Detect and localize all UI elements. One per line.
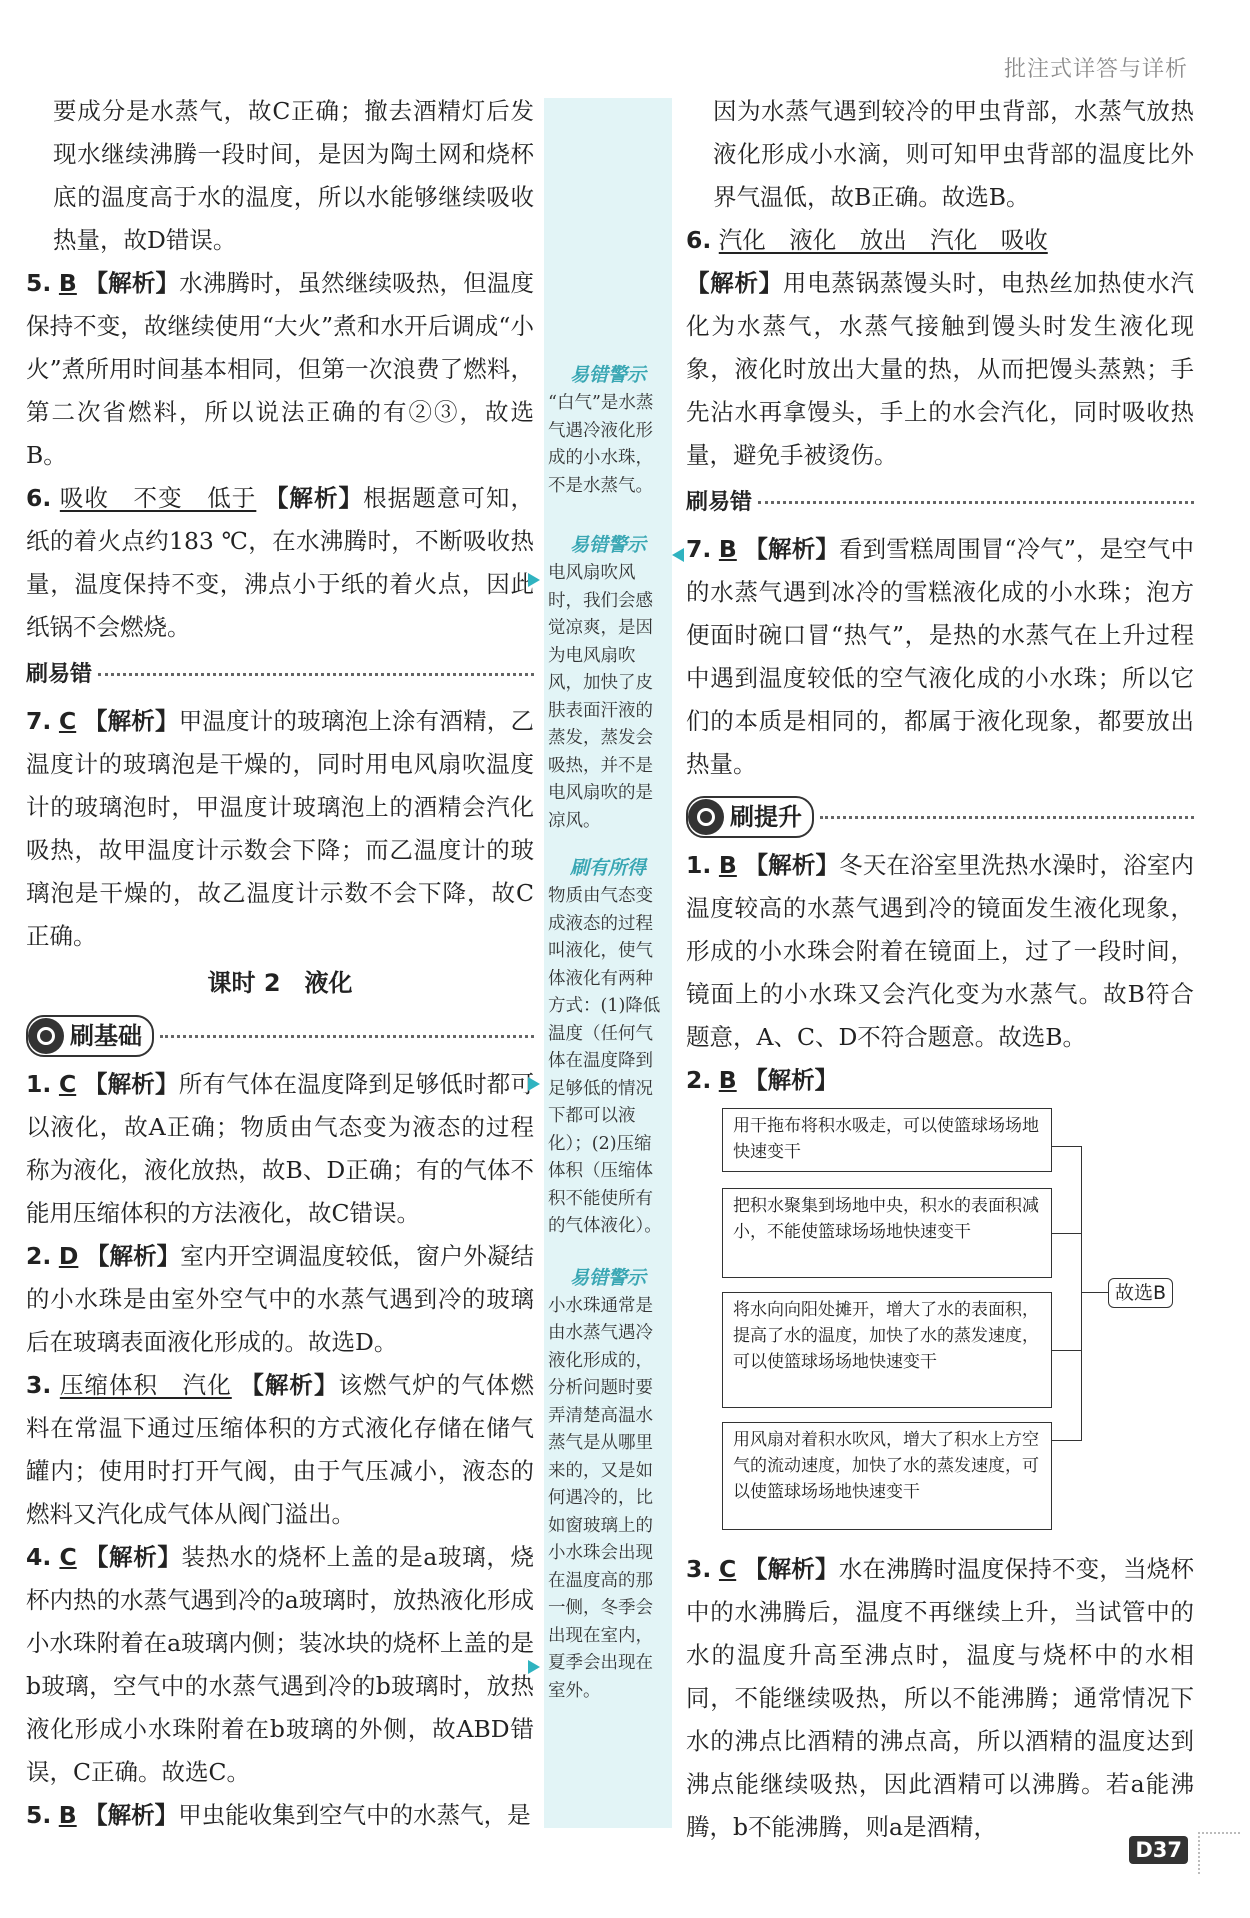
flow-diagram [686, 1108, 1194, 1548]
note-title: 易错警示 [569, 364, 646, 386]
answer-item: 5. B 【解析】甲虫能收集到空气中的水蒸气，是 [26, 1801, 531, 1829]
section-heading-advance [686, 796, 1194, 838]
connector-line [1081, 1292, 1108, 1293]
running-header: 批注式详答与详析 [1003, 57, 1188, 82]
dotted-rule [98, 673, 534, 676]
arrow-right-icon [528, 1660, 540, 1674]
answer-item: 6. 汽化 液化 放出 汽化 吸收 【解析】用电蒸锅蒸馒头时，电热丝加热使水汽化为水蒸气，水蒸气接触到馒头时发生液化现象，液化时放出大量的热，从而把馒头蒸熟；手先沾水再拿馒头，手上的水会汽化，同时吸收热量，避免手被烫伤。 [686, 226, 1195, 469]
spacer [544, 835, 672, 853]
connector-line [1052, 1440, 1082, 1441]
left-column [26, 90, 534, 1837]
connector-line [1052, 1146, 1082, 1147]
note-title: 易错警示 [569, 534, 646, 556]
connector-line [1052, 1350, 1082, 1351]
answer-item: 2. B 【解析】 [686, 1066, 839, 1094]
dotted-rule [758, 501, 1194, 504]
note-text: “白气”是水蒸气遇冷液化形成的小水珠，不是水蒸气。 [548, 393, 654, 496]
answer-item: 6. 吸收 不变 低于 【解析】根据题意可知，纸的着火点约183 ℃，在水沸腾时，不断吸收热量，温度保持不变，沸点小于纸的着火点，因此纸锅不会燃烧。 [26, 484, 534, 641]
section-heading: 刷易错 [686, 481, 1194, 524]
note-text: 物质由气态变成液态的过程叫液化，使气体液化有两种方式：(1)降低温度（任何气体在温度降到足够低的情况下都可以液化）；(2)压缩体积（压缩体积不能使所有的气体液化）。 [548, 886, 662, 1236]
section-heading-basic [26, 1015, 534, 1057]
dotted-rule [820, 816, 1194, 819]
answer-item: 4. C 【解析】装热水的烧杯上盖的是a玻璃，烧杯内热的水蒸气遇到冷的a玻璃时，放热液化形成小水珠附着在a玻璃内侧；装冰块的烧杯上盖的是b玻璃，空气中的水蒸气遇到冷的b玻璃时，放热液化形成小水珠附着在b玻璃的外侧，故ABD错误，C正确。故选C。 [26, 1543, 534, 1786]
flow-result: 故选B [1108, 1278, 1173, 1308]
connector-line [1052, 1233, 1082, 1234]
section-heading: 刷易错 [26, 653, 534, 696]
arrow-left-icon [672, 548, 684, 562]
page-corner-mark [1198, 1832, 1240, 1874]
spacer [544, 98, 672, 360]
flow-box: 用干拖布将积水吸走，可以使篮球场场地快速变干 [722, 1108, 1052, 1172]
answer-item: 3. 压缩体积 汽化 【解析】该燃气炉的气体燃料在常温下通过压缩体积的方式液化存储在储气罐内；使用时打开气阀，由于气压减小，液态的燃料又汽化成气体从阀门溢出。 [26, 1371, 534, 1528]
notes-column [544, 98, 672, 1828]
brush-icon [688, 799, 724, 835]
lesson-title: 课时 2 液化 [207, 969, 353, 997]
note-text: 小水珠通常是由水蒸气遇冷液化形成的，分析问题时要弄清楚高温水蒸气是从哪里来的，又是如何遇冷的，比如窗玻璃上的小水珠会出现在温度高的那一侧，冬季会出现在室内，夏季会出现在室外。 [548, 1295, 653, 1701]
page-number: D37 [1129, 1836, 1188, 1864]
answer-item: 1. C 【解析】所有气体在温度降到足够低时都可以液化，故A正确；物质由气态变为液态的过程称为液化，液化放热，故B、D正确；有的气体不能用压缩体积的方法液化，故C错误。 [26, 1070, 534, 1227]
answer-item: 3. C 【解析】水在沸腾时温度保持不变，当烧杯中的水沸腾后，温度不再继续上升，当试管中的水的温度升高至沸点时，温度与烧杯中的水相同，不能继续吸热，所以不能沸腾；通常情况下水的沸点比酒精的沸点高，所以酒精的温度达到沸点能继续吸热，因此酒精可以沸腾。若a能沸腾，b不能沸腾，则a是酒精， [686, 1555, 1194, 1841]
flow-box: 用风扇对着积水吹风，增大了积水上方空气的流动速度，加快了水的蒸发速度，可以使篮球场场地快速变干 [722, 1422, 1052, 1530]
brush-icon [28, 1018, 64, 1054]
right-column [686, 90, 1194, 1849]
paragraph: 要成分是水蒸气，故C正确；撤去酒精灯后发现水继续沸腾一段时间，是因为陶土网和烧杯底的温度高于水的温度，所以水能够继续吸收热量，故D错误。 [53, 97, 534, 254]
spacer [544, 1241, 672, 1263]
answer-item: 1. B 【解析】冬天在浴室里洗热水澡时，浴室内温度较高的水蒸气遇到冷的镜面发生液化现象，形成的小水珠会附着在镜面上，过了一段时间，镜面上的小水珠又会汽化变为水蒸气。故B符合题意，A、C、D不符合题意。故选B。 [686, 851, 1194, 1051]
note-text: 电风扇吹风时，我们会感觉凉爽，是因为电风扇吹风，加快了皮肤表面汗液的蒸发，蒸发会吸热，并不是电风扇吹的是凉风。 [548, 563, 653, 831]
answer-item: 5. B 【解析】水沸腾时，虽然继续吸热，但温度保持不变，故继续使用“大火”煮和水开后调成“小火”煮所用时间基本相同，但第一次浪费了燃料，第二次省燃料，所以说法正确的有②③，故选B。 [26, 269, 534, 469]
note-title: 易错警示 [569, 1266, 646, 1289]
dotted-rule [160, 1035, 534, 1038]
answer-item: 7. B 【解析】看到雪糕周围冒“冷气”，是空气中的水蒸气遇到冰冷的雪糕液化成的小水珠；泡方便面时碗口冒“热气”，是热的水蒸气在上升过程中遇到温度较低的空气液化成的小水珠；所以它们的本质是相同的，都属于液化现象，都要放出热量。 [686, 535, 1194, 778]
flow-box: 将水向向阳处摊开，增大了水的表面积，提高了水的温度，加快了水的蒸发速度，可以使篮球场场地快速变干 [722, 1292, 1052, 1408]
note-title: 刷有所得 [569, 857, 646, 879]
section-badge: 刷基础 [26, 1015, 154, 1057]
arrow-right-icon [528, 1077, 540, 1091]
answer-item: 2. D 【解析】室内开空调温度较低，窗户外凝结的小水珠是由室外空气中的水蒸气遇到冷的玻璃后在玻璃表面液化形成的。故选D。 [26, 1242, 534, 1356]
flow-box: 把积水聚集到场地中央，积水的表面积减小，不能使篮球场场地快速变干 [722, 1188, 1052, 1278]
arrow-right-icon [528, 573, 540, 587]
section-badge: 刷提升 [686, 796, 814, 838]
connector-line [1081, 1146, 1082, 1440]
spacer [544, 500, 672, 530]
paragraph: 因为水蒸气遇到较冷的甲虫背部，水蒸气放热液化形成小水滴，则可知甲虫背部的温度比外界气温低，故B正确。故选B。 [713, 97, 1194, 211]
answer-item: 7. C 【解析】甲温度计的玻璃泡上涂有酒精，乙温度计的玻璃泡是干燥的，同时用电风扇吹温度计的玻璃泡时，甲温度计玻璃泡上的酒精会汽化吸热，故甲温度计示数会下降；而乙温度计的玻璃泡是干燥的，故乙温度计示数不会下降，故C正确。 [26, 707, 534, 950]
